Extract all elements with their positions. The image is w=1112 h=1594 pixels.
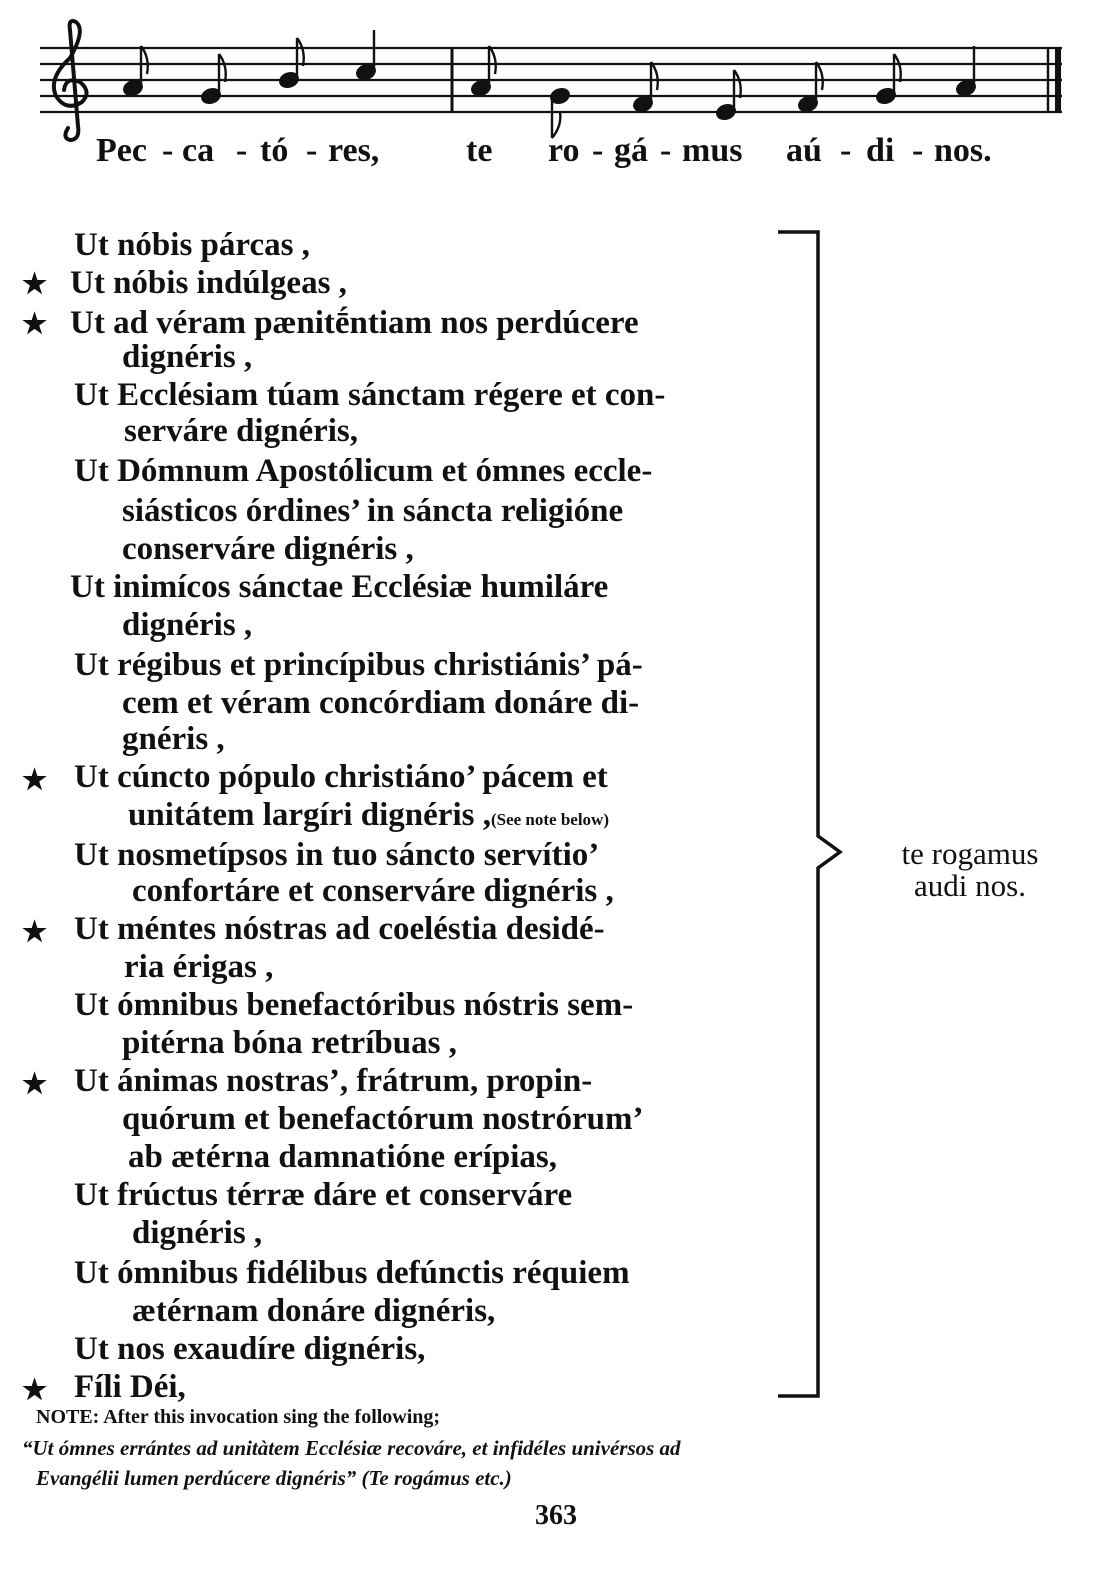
lyric-hyphen: -: [912, 132, 924, 169]
petition-line: Ut ómnibus benefactóribus nóstris sem-: [74, 987, 634, 1023]
lyric-hyphen: -: [840, 132, 852, 169]
page-number: 363: [535, 1500, 577, 1531]
petition-line: dignéris ,: [122, 607, 253, 643]
petition-line: conserváre dignéris ,: [122, 531, 414, 567]
petition-line: Ut ómnibus fidélibus defúnctis réquiem: [74, 1255, 630, 1291]
lyric-syllable: di: [866, 132, 895, 169]
lyric-syllable: res,: [328, 132, 380, 169]
petition-line: unitátem largíri dignéris ,: [128, 797, 491, 833]
lyric-syllable: tó: [260, 132, 289, 169]
petition-line: gnéris ,: [122, 721, 225, 757]
petition-line: Ut nos exaudíre dignéris,: [74, 1331, 426, 1367]
lyric-hyphen: -: [162, 132, 174, 169]
petition-line: Ut régibus et princípibus christiánis’ pá-: [74, 647, 643, 683]
petition-line: ab ætérna damnatióne erípias,: [128, 1139, 557, 1175]
note-reference: (See note below): [490, 810, 609, 829]
star-icon: ★: [22, 765, 48, 796]
petition-line: Fíli Déi,: [74, 1369, 186, 1405]
lyric-syllable: nos.: [934, 132, 992, 169]
petition-line: dignéris ,: [132, 1215, 263, 1251]
petition-line: Ut ad véram pænitḗntiam nos perdúcere: [70, 305, 639, 341]
lyric-hyphen: -: [306, 132, 318, 169]
lyric-syllable: te: [466, 132, 493, 169]
petition-line: Ut cúncto pópulo christiáno’ pácem et: [74, 759, 608, 795]
petition-line: Ut méntes nóstras ad coeléstia desidé-: [74, 911, 605, 947]
star-icon: ★: [22, 1069, 48, 1100]
petition-line: pitérna bóna retríbuas ,: [122, 1025, 457, 1061]
petition-line: Ut nóbis indúlgeas ,: [70, 265, 347, 301]
petition-line: quórum et benefactórum nostrórum’: [122, 1101, 644, 1137]
star-icon: ★: [22, 917, 48, 948]
note-heading: NOTE: After this invocation sing the following;: [36, 1406, 441, 1428]
lyric-syllable: gá: [614, 132, 648, 169]
note-text: Evangélii lumen perdúcere dignéris” (Te rogámus etc.): [36, 1466, 512, 1490]
lyric-hyphen: -: [660, 132, 672, 169]
lyric-syllable: ro: [548, 132, 580, 169]
lyric-hyphen: -: [236, 132, 248, 169]
lyric-hyphen: -: [592, 132, 604, 169]
petition-line: ria érigas ,: [124, 949, 274, 985]
response-line-1: te rogamus: [901, 836, 1039, 871]
star-icon: ★: [22, 1375, 48, 1406]
petition-line: Ut ánimas nostras’, frátrum, propin-: [74, 1063, 593, 1099]
petition-line: siásticos órdines’ in sáncta religióne: [122, 493, 624, 529]
star-icon: ★: [22, 269, 48, 300]
note-text: “Ut ómnes errántes ad unitàtem Ecclésiæ recováre, et infidéles univérsos ad: [22, 1436, 681, 1460]
petition-line: Ut nóbis párcas ,: [74, 227, 310, 263]
petition-line: Ut inimícos sánctae Ecclésiæ humiláre: [70, 569, 609, 605]
petition-line: serváre dignéris,: [124, 413, 359, 449]
petition-line: dignéris ,: [122, 339, 253, 375]
petition-line: cem et véram concórdiam donáre di-: [122, 685, 640, 721]
lyric-syllable: mus: [682, 132, 743, 169]
star-icon: ★: [22, 309, 48, 340]
petition-line: Ut frúctus térræ dáre et conserváre: [74, 1177, 573, 1213]
petition-line: Ut nosmetípsos in tuo sáncto servítio’: [74, 837, 600, 873]
petition-line: Ut Ecclésiam túam sánctam régere et con-: [74, 377, 666, 413]
lyric-syllable: aú: [786, 132, 822, 169]
lyric-syllable: Pec: [96, 132, 147, 169]
response-line-2: audi nos.: [914, 868, 1026, 903]
petition-line: Ut Dómnum Apostólicum et ómnes eccle-: [74, 453, 653, 489]
petition-line: ætérnam donáre dignéris,: [132, 1293, 496, 1329]
lyric-syllable: ca: [182, 132, 215, 169]
petition-line: confortáre et conserváre dignéris ,: [132, 873, 614, 909]
